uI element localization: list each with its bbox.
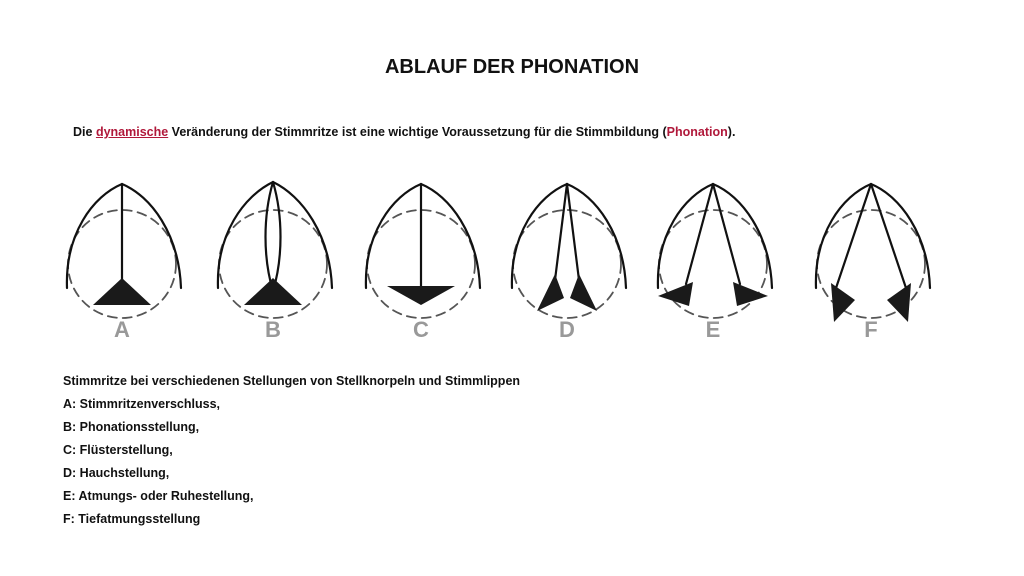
panel-label-e: E: [705, 317, 721, 342]
caption-item-c: C: Flüsterstellung,: [63, 443, 173, 457]
caption-item-d: D: Hauchstellung,: [63, 466, 170, 480]
panel-label-d: D: [559, 317, 575, 342]
intro-part-1: Die: [73, 125, 96, 139]
keyword-dynamische-link[interactable]: dynamische: [95, 125, 169, 139]
panel-c: [366, 184, 480, 318]
intro-part-3: ).: [727, 125, 736, 139]
intro-part-2: Veränderung der Stimmritze ist eine wichtige Voraussetzung für die Stimmbildung (: [168, 125, 667, 139]
page-title: ABLAUF DER PHONATION: [384, 56, 640, 78]
panel-f: [816, 184, 930, 322]
caption-heading: Stimmritze bei verschiedenen Stellungen von Stellknorpeln und Stimmlippen: [63, 374, 521, 388]
intro-text: [73, 125, 735, 139]
panel-b: [218, 182, 332, 318]
figure-caption: [63, 370, 520, 531]
panel-label-b: B: [265, 317, 281, 342]
panel-label-c: C: [413, 317, 429, 342]
panel-a: [67, 184, 181, 318]
caption-item-e: E: Atmungs- oder Ruhestellung,: [63, 489, 254, 503]
keyword-phonation: Phonation: [666, 125, 728, 139]
panel-label-a: A: [114, 317, 130, 342]
caption-item-f: F: Tiefatmungsstellung: [63, 512, 201, 526]
panel-e: [658, 184, 772, 318]
glottis-figure: [55, 176, 945, 346]
glottis-diagram: [55, 176, 945, 346]
panel-label-f: F: [864, 317, 878, 342]
caption-item-a: A: Stimmritzenverschluss,: [63, 397, 220, 411]
caption-item-b: B: Phonationsstellung,: [63, 420, 200, 434]
panel-d: [512, 184, 626, 318]
